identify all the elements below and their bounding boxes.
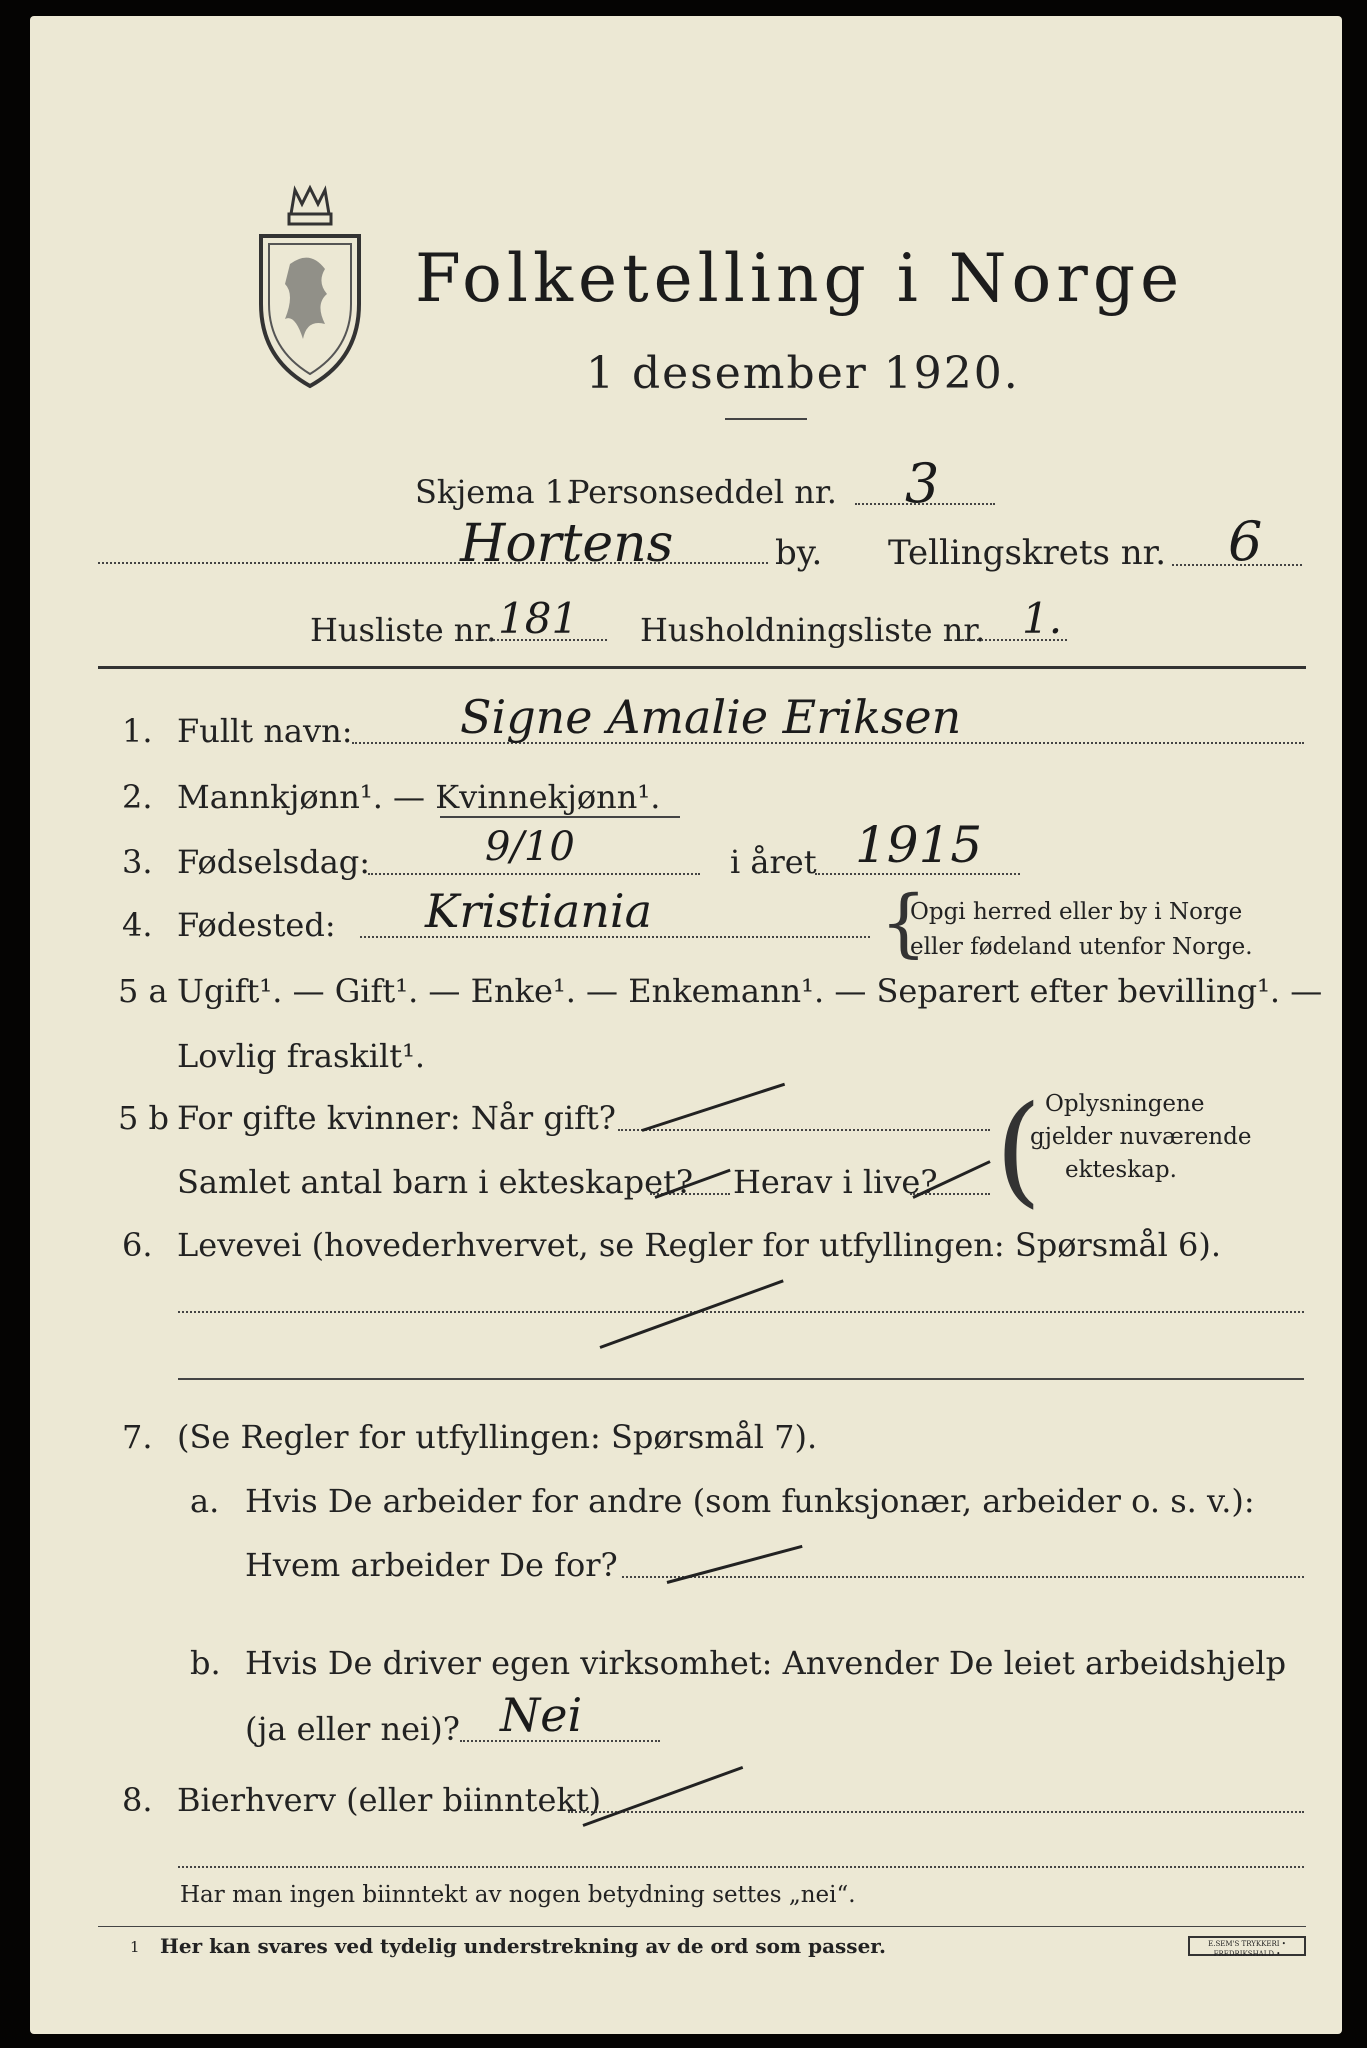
skjema-label: Skjema 1. [415,473,576,511]
q6-slash [599,1279,783,1349]
q8-line1 [568,1811,1304,1813]
q6-line2 [178,1378,1304,1380]
husliste-value[interactable]: 181 [498,594,579,643]
q4-label: Fødested: [177,906,336,944]
by-label: by. [775,533,823,573]
header-divider [98,666,1306,669]
q5a-line2: Lovlig fraskilt¹. [177,1037,426,1075]
q5b-note-line2: gjelder nuværende [1030,1124,1252,1150]
husliste-label: Husliste nr. [310,611,497,649]
q1-number: 1. [122,712,153,750]
q5b-when-line [618,1129,990,1131]
q7a-line1: Hvis De arbeider for andre (som funksjonær, arbeider o. s. v.): [245,1482,1255,1520]
q4-value[interactable]: Kristiania [425,884,653,938]
by-value[interactable]: Hortens [460,514,674,574]
q7b-letter: b. [190,1644,221,1682]
coat-of-arms-icon [255,184,365,392]
q3-line [368,873,700,875]
q5a-number: 5 a [118,972,168,1010]
q7a-line2: Hvem arbeider De for? [245,1546,618,1584]
q7a-letter: a. [190,1482,220,1520]
q8-number: 8. [122,1781,153,1819]
q5b-line1: For gifte kvinner: Når gift? [177,1099,616,1137]
personseddel-value[interactable]: 3 [905,452,940,515]
q6-label: Levevei (hovederhvervet, se Regler for utfyllingen: Spørsmål 6). [177,1226,1222,1264]
footnote-divider [98,1926,1306,1927]
form-title: Folketelling i Norge [415,240,1185,317]
q3-value[interactable]: 9/10 [485,824,575,870]
q5b-when-slash [642,1083,786,1132]
q7a-line [622,1576,1304,1578]
q4-note-line1: Opgi herred eller by i Norge [910,899,1243,925]
personseddel-label: Personseddel nr. [568,473,837,511]
q6-number: 6. [122,1226,153,1264]
q5a-line1: Ugift¹. — Gift¹. — Enke¹. — Enkemann¹. — Separert efter bevilling¹. — [177,972,1323,1010]
q1-label: Fullt navn: [177,712,353,750]
q7b-value[interactable]: Nei [500,1688,583,1742]
footer-note: Har man ingen biinntekt av nogen betydning settes „nei“. [180,1882,856,1908]
q2-number: 2. [122,778,153,816]
census-form [30,16,1342,2034]
footnote-text: Her kan svares ved tydelig understrekning av de ord som passer. [160,1934,886,1958]
q7-label: (Se Regler for utfyllingen: Spørsmål 7). [177,1418,818,1456]
q5b-number: 5 b [118,1099,170,1137]
q7b-line2: (ja eller nei)? [245,1710,460,1748]
q2-label: Mannkjønn¹. — Kvinnekjønn¹. [177,778,661,816]
q4-note-line2: eller fødeland utenfor Norge. [910,934,1253,960]
q8-label: Bierhverv (eller biinntekt) [177,1781,602,1819]
printer-mark: E.SEM'S TRYKKERI • FREDRIKSHALD • [1188,1936,1306,1956]
tellingskrets-value[interactable]: 6 [1228,510,1263,573]
q5b-line2b: Herav i live? [733,1163,938,1201]
form-date: 1 desember 1920. [586,348,1020,399]
husholdning-label: Husholdningsliste nr. [640,611,986,649]
q4-number: 4. [122,906,153,944]
q8-line2 [178,1866,1304,1868]
husholdning-value[interactable]: 1. [1022,594,1063,643]
tellingskrets-label: Tellingskrets nr. [888,533,1167,573]
q1-value[interactable]: Signe Amalie Eriksen [460,690,962,744]
q4-note-brace: { [880,880,928,966]
q3-label: Fødselsdag: [177,843,371,881]
q7b-line1: Hvis De driver egen virksomhet: Anvender De leiet arbeidshjelp [245,1644,1287,1682]
q5b-note-brace: ( [995,1081,1042,1220]
q3-year-label: i året [730,843,817,881]
footnote-mark: 1 [130,1938,140,1956]
q8-slash [582,1766,743,1827]
q7a-slash [667,1545,803,1584]
q5b-note-line3: ekteskap. [1065,1157,1177,1183]
q3-year-value[interactable]: 1915 [855,816,983,874]
q7-number: 7. [122,1418,153,1456]
q6-line1 [178,1311,1304,1313]
title-divider [725,418,807,420]
q5b-line2a: Samlet antal barn i ekteskapet? [177,1163,694,1201]
q5b-note-line1: Oplysningene [1045,1091,1205,1117]
q2-underline [440,816,680,818]
q3-number: 3. [122,843,153,881]
